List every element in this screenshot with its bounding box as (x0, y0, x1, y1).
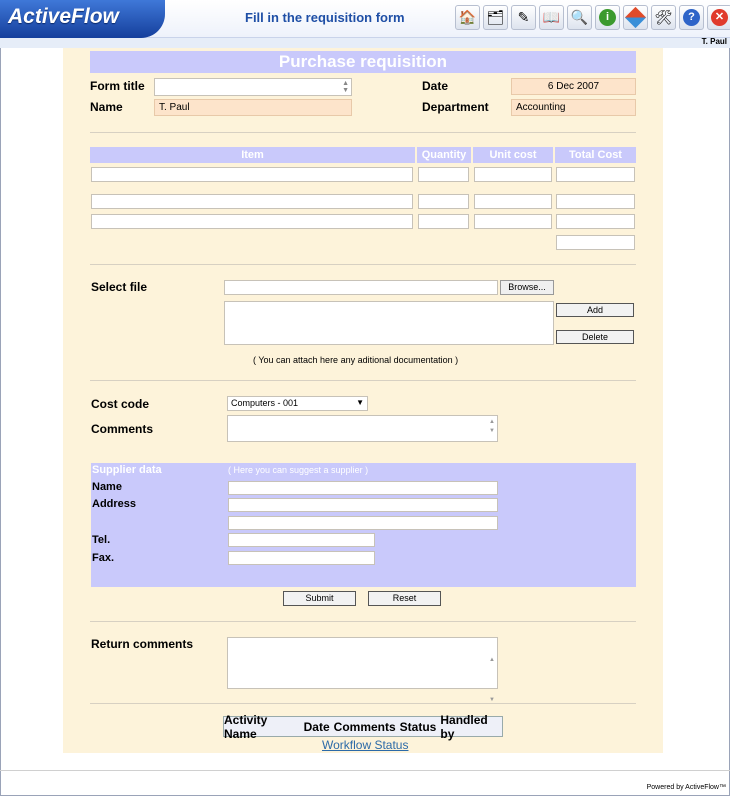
item-input-1[interactable] (91, 167, 413, 182)
divider (90, 132, 636, 133)
date-label: Date (422, 79, 449, 93)
chevron-down-icon[interactable]: ▼ (356, 398, 364, 407)
cost-code-value: Computers - 001 (231, 398, 299, 408)
scrollbar-arrows-icon[interactable]: ▲ ▼ (489, 419, 495, 434)
logo-text: ActiveFlow (8, 5, 119, 28)
col-quantity: Quantity (417, 147, 471, 163)
return-comments-label: Return comments (91, 637, 194, 651)
department-label: Department (422, 100, 489, 114)
col-status: Status (399, 719, 437, 734)
total-cost-input-2[interactable] (556, 194, 635, 209)
name-label: Name (90, 100, 123, 114)
date-field: 6 Dec 2007 (511, 78, 636, 95)
help-icon[interactable]: ? (679, 5, 704, 30)
supplier-fax-label: Fax. (92, 552, 115, 564)
book-icon[interactable]: 📖 (539, 5, 564, 30)
logo (0, 0, 165, 38)
spinner-arrows-icon[interactable]: ▲ ▼ (342, 80, 349, 94)
add-button[interactable]: Add (556, 303, 634, 317)
unit-cost-input-1[interactable] (474, 167, 552, 182)
app-header (0, 0, 730, 38)
toolbar (455, 5, 730, 33)
divider (90, 264, 636, 265)
reset-button[interactable]: Reset (368, 591, 441, 606)
page-title: Fill in the requisition form (245, 10, 405, 25)
unit-cost-input-3[interactable] (474, 214, 552, 229)
browse-button[interactable]: Browse... (500, 280, 554, 295)
info-icon[interactable]: i (595, 5, 620, 30)
supplier-hint: ( Here you can suggest a supplier ) (228, 465, 369, 475)
supplier-tel-label: Tel. (92, 534, 111, 546)
edit-icon[interactable]: ✎ (511, 5, 536, 30)
divider (90, 621, 636, 622)
col-unit-cost: Unit cost (473, 147, 553, 163)
supplier-fax-input[interactable] (228, 551, 375, 565)
supplier-panel (91, 463, 636, 587)
tools-icon[interactable]: 🛠 (651, 5, 676, 30)
supplier-name-input[interactable] (228, 481, 498, 495)
delete-button[interactable]: Delete (556, 330, 634, 344)
user-bar (0, 38, 730, 48)
stack-icon[interactable]: 🗂 (483, 5, 508, 30)
cube-icon[interactable] (623, 5, 648, 30)
activity-table-header (223, 712, 503, 741)
comments-textarea[interactable] (227, 415, 498, 442)
home-icon[interactable]: 🏠 (455, 5, 480, 30)
submit-button[interactable]: Submit (283, 591, 356, 606)
name-field: T. Paul (154, 99, 352, 116)
supplier-address-label: Address (92, 498, 137, 510)
supplier-title: Supplier data (92, 464, 162, 476)
col-activity-name: Activity Name (224, 712, 268, 741)
form-title-input[interactable] (154, 78, 352, 96)
powered-by: Powered by ActiveFlow™ (646, 784, 726, 791)
quantity-input-3[interactable] (418, 214, 469, 229)
unit-cost-input-2[interactable] (474, 194, 552, 209)
supplier-address-input-2[interactable] (228, 516, 498, 530)
supplier-tel-input[interactable] (228, 533, 375, 547)
form-title-label: Form title (90, 79, 145, 93)
current-user: T. Paul (701, 37, 727, 46)
footer-divider (0, 770, 730, 771)
cost-code-label: Cost code (91, 397, 150, 411)
col-handled-by: Handled by (440, 712, 488, 741)
col-date: Date (303, 719, 330, 734)
scrollbar-arrows-icon[interactable]: ▲ ▼ (489, 657, 495, 703)
divider (90, 380, 636, 381)
file-path-input[interactable] (224, 280, 498, 295)
form-title-value (155, 82, 159, 97)
magnifier-icon[interactable]: 🔍 (567, 5, 592, 30)
return-comments-textarea[interactable] (227, 637, 498, 703)
divider (90, 703, 636, 704)
total-cost-input-1[interactable] (556, 167, 635, 182)
col-comments: Comments (333, 719, 396, 734)
close-icon[interactable]: ✕ (707, 5, 730, 30)
form-panel (63, 48, 663, 753)
quantity-input-1[interactable] (418, 167, 469, 182)
item-input-3[interactable] (91, 214, 413, 229)
col-item: Item (90, 147, 415, 163)
supplier-name-label: Name (92, 481, 122, 493)
quantity-input-2[interactable] (418, 194, 469, 209)
col-total-cost: Total Cost (555, 147, 636, 163)
comments-label: Comments (91, 422, 154, 436)
department-field: Accounting (511, 99, 636, 116)
select-file-label: Select file (91, 280, 148, 294)
total-cost-input-3[interactable] (556, 214, 635, 229)
item-input-2[interactable] (91, 194, 413, 209)
cost-code-select[interactable] (227, 396, 368, 411)
attachment-note: ( You can attach here any aditional documentation ) (253, 355, 459, 365)
grand-total-input[interactable] (556, 235, 635, 250)
workflow-status-link[interactable]: Workflow Status (322, 738, 409, 752)
supplier-address-input-1[interactable] (228, 498, 498, 512)
form-heading: Purchase requisition (90, 51, 636, 73)
attachments-list[interactable] (224, 301, 554, 345)
